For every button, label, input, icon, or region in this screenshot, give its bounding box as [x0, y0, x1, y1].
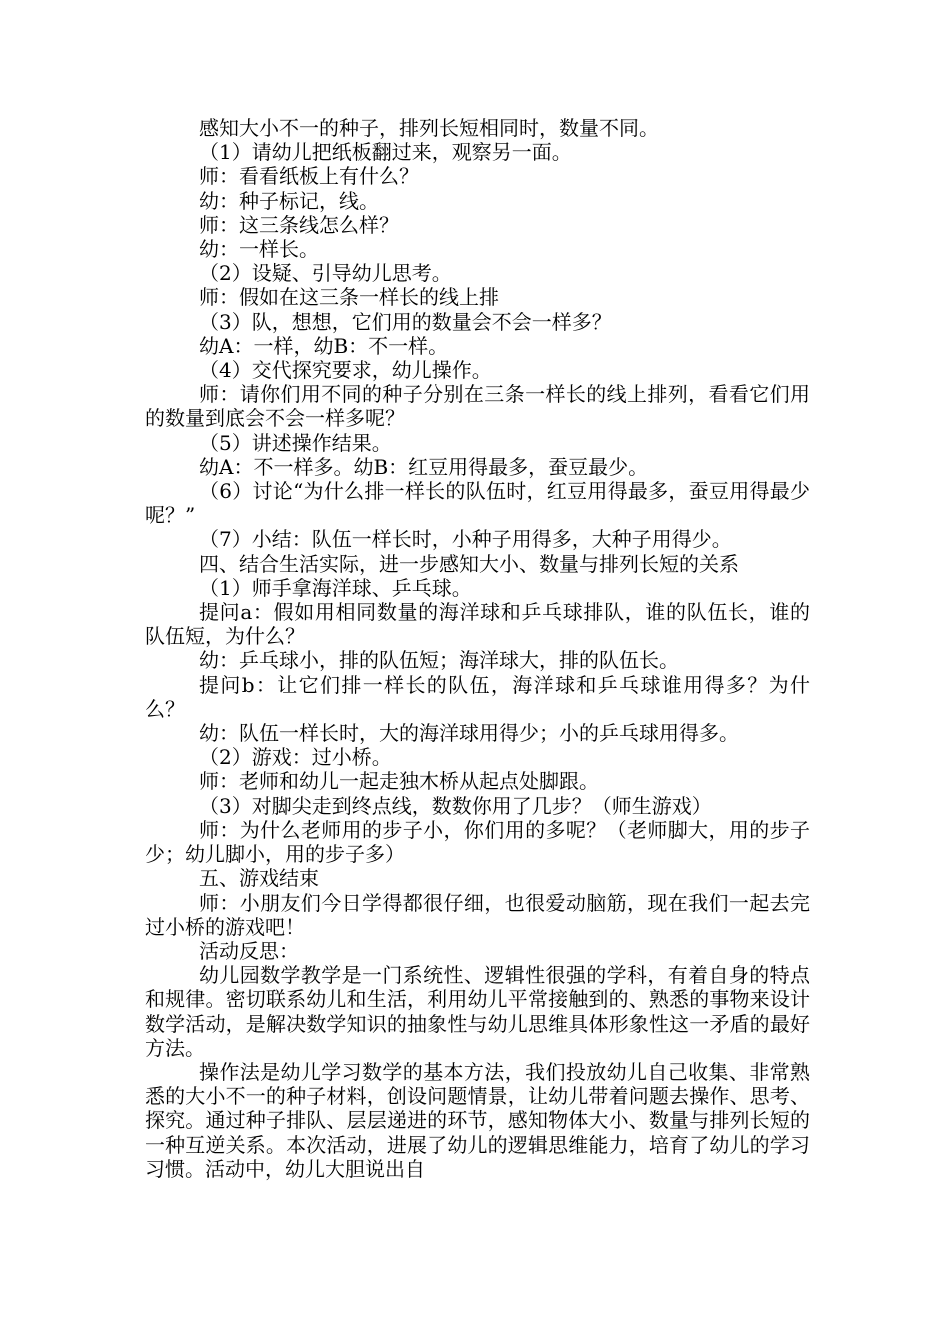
paragraph: 感知大小不一的种子，排列长短相同时，数量不同。	[199, 116, 659, 140]
paragraph: 幼：队伍一样长时，大的海洋球用得少；小的乒乓球用得多。	[199, 721, 739, 746]
paragraph: （5）讲述操作结果。	[199, 430, 392, 455]
paragraph: 操作法是幼儿学习数学的基本方法，我们投放幼儿自己收集、非常熟悉的大小不一的种子材料，创设问题情景，让幼儿带着问题去操作、思考、探究。通过种子排队、层层递进的环节，感知物体大小、数量与排列长短的一种互逆关系。本次活动，进展了幼儿的逻辑思维能力，培育了幼儿的学习习惯。活动中，幼儿大胆说出自	[145, 1059, 810, 1181]
paragraph: 师：请你们用不同的种子分别在三条一样长的线上排列，看看它们用的数量到底会不会一样多呢？	[145, 382, 810, 431]
paragraph: 师：看看纸板上有什么？	[199, 164, 419, 189]
paragraph: 师：小朋友们今日学得都很仔细，也很爱动脑筋，现在我们一起去完过小桥的游戏吧！	[145, 890, 810, 939]
paragraph: （3）队，想想，它们用的数量会不会一样多？	[199, 309, 612, 334]
paragraph: 师：这三条线怎么样？	[199, 212, 399, 237]
paragraph: （3）对脚尖走到终点线，数数你用了几步？（师生游戏）	[199, 793, 712, 818]
paragraph: （2）设疑、引导幼儿思考。	[199, 261, 452, 286]
paragraph: 提问b：让它们排一样长的队伍，海洋球和乒乓球谁用得多？为什么？	[145, 672, 810, 721]
document-body	[145, 116, 810, 1181]
paragraph: 四、结合生活实际，进一步感知大小、数量与排列长短的关系	[199, 551, 739, 576]
paragraph: （2）游戏：过小桥。	[199, 745, 392, 770]
paragraph: 幼：乒乓球小，排的队伍短；海洋球大，排的队伍长。	[199, 648, 679, 673]
paragraph: （1）师手拿海洋球、乒乓球。	[199, 575, 472, 600]
paragraph: 提问a：假如用相同数量的海洋球和乒乓球排队，谁的队伍长，谁的队伍短，为什么？	[145, 600, 810, 649]
paragraph: 活动反思：	[199, 938, 299, 963]
paragraph: 五、游戏结束	[199, 866, 319, 891]
paragraph: 师：老师和幼儿一起走独木桥从起点处脚跟。	[199, 769, 599, 794]
paragraph: 师：假如在这三条一样长的线上排	[199, 285, 499, 310]
paragraph: 师：为什么老师用的步子小，你们用的多呢？（老师脚大，用的步子少；幼儿脚小，用的步子多）	[145, 817, 810, 867]
paragraph: 幼儿园数学教学是一门系统性、逻辑性很强的学科，有着自身的特点和规律。密切联系幼儿和生活，利用幼儿平常接触到的、熟悉的事物来设计数学活动，是解决数学知识的抽象性与幼儿思维具体形象性这一矛盾的最好方法。	[145, 963, 810, 1060]
paragraph: 幼A：一样，幼B：不一样。	[199, 333, 449, 358]
paragraph: （1）请幼儿把纸板翻过来，观察另一面。	[199, 140, 572, 165]
paragraph: （4）交代探究要求，幼儿操作。	[199, 358, 492, 383]
paragraph: （7）小结：队伍一样长时，小种子用得多，大种子用得少。	[199, 527, 732, 552]
paragraph: 幼：种子标记，线。	[199, 188, 379, 213]
paragraph: 幼：一样长。	[199, 237, 319, 262]
paragraph: （6）讨论“为什么排一样长的队伍时，红豆用得最多，蚕豆用得最少呢？”	[145, 479, 810, 528]
paragraph: 幼A：不一样多。幼B：红豆用得最多，蚕豆最少。	[199, 454, 649, 479]
